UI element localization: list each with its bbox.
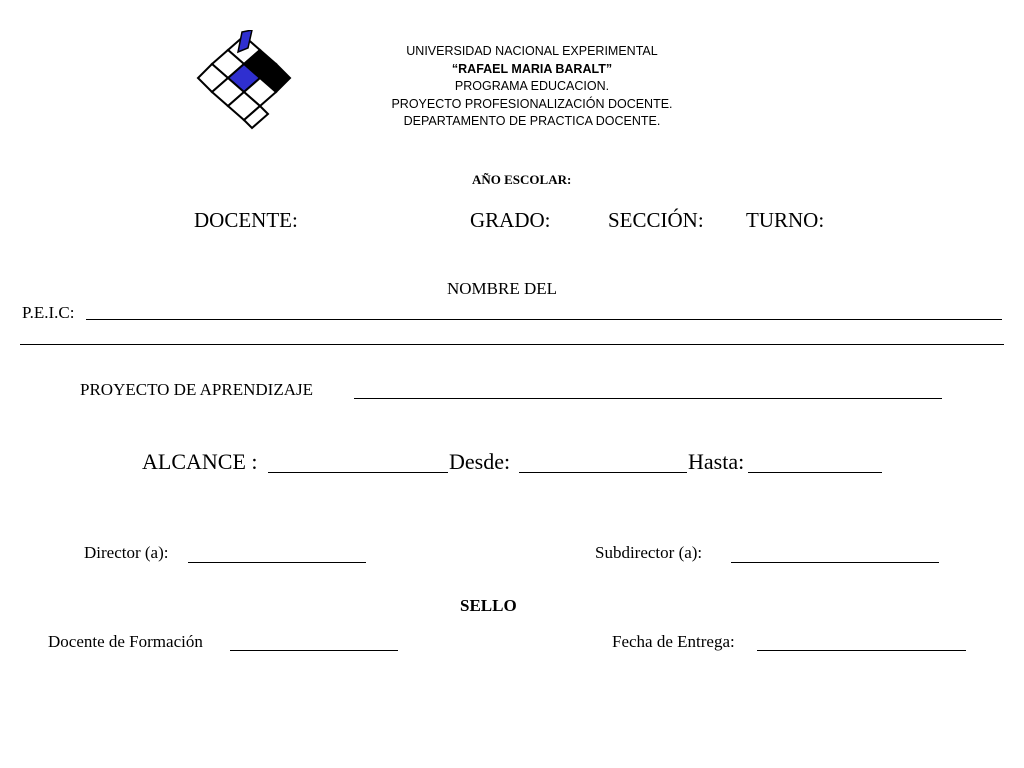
header-line-project: PROYECTO PROFESIONALIZACIÓN DOCENTE. bbox=[391, 96, 673, 111]
peic-input-line[interactable] bbox=[86, 319, 1002, 320]
subdirector-label: Subdirector (a): bbox=[595, 543, 703, 562]
training-teacher-input-line[interactable] bbox=[230, 650, 398, 651]
teacher-label: DOCENTE: bbox=[194, 208, 298, 232]
to-input-line[interactable] bbox=[748, 472, 882, 473]
director-input-line[interactable] bbox=[188, 562, 366, 563]
school-year-label: AÑO ESCOLAR: bbox=[472, 172, 572, 187]
shift-label: TURNO: bbox=[746, 208, 825, 232]
learning-project-label: PROYECTO DE APRENDIZAJE bbox=[80, 380, 313, 399]
delivery-date-label: Fecha de Entrega: bbox=[612, 632, 735, 651]
header-line-program: PROGRAMA EDUCACION. bbox=[454, 79, 610, 93]
scope-label: ALCANCE : bbox=[142, 449, 258, 474]
section-label: SECCIÓN: bbox=[608, 208, 704, 232]
peic-name-label: NOMBRE DEL bbox=[447, 279, 558, 298]
director-label: Director (a): bbox=[84, 543, 169, 562]
subdirector-input-line[interactable] bbox=[731, 562, 939, 563]
peic-input-line-2[interactable] bbox=[20, 344, 1004, 345]
header-line-department: DEPARTAMENTO DE PRACTICA DOCENTE. bbox=[403, 114, 661, 128]
peic-label: P.E.I.C: bbox=[22, 303, 75, 322]
delivery-date-input-line[interactable] bbox=[757, 650, 966, 651]
to-label: Hasta: bbox=[688, 449, 745, 474]
header-line-university: UNIVERSIDAD NACIONAL EXPERIMENTAL bbox=[406, 44, 658, 58]
stamp-label: SELLO bbox=[460, 596, 517, 615]
grade-label: GRADO: bbox=[470, 208, 551, 232]
header-line-name: “RAFAEL MARIA BARALT” bbox=[451, 61, 613, 76]
institution-header bbox=[330, 43, 734, 131]
training-teacher-label: Docente de Formación bbox=[48, 632, 203, 651]
from-label: Desde: bbox=[449, 449, 511, 474]
scope-input-line[interactable] bbox=[268, 472, 448, 473]
learning-project-input-line[interactable] bbox=[354, 398, 942, 399]
university-logo bbox=[196, 30, 292, 136]
from-input-line[interactable] bbox=[519, 472, 687, 473]
